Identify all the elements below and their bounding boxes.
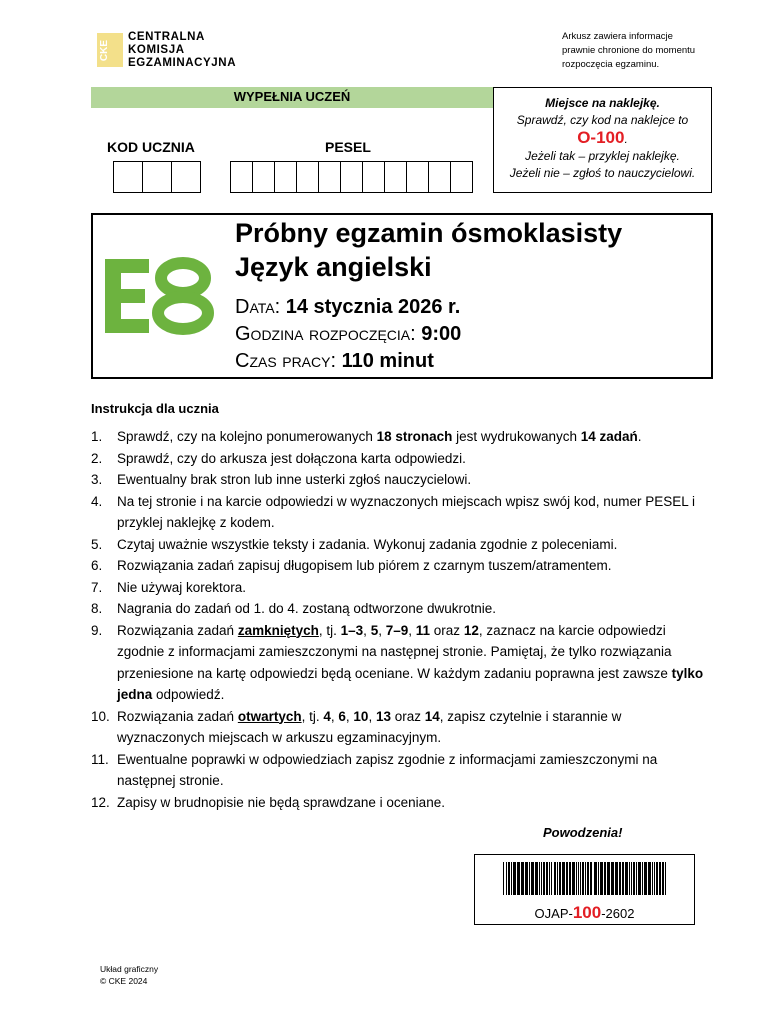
sticker-no-text: Jeżeli nie – zgłoś to nauczycielowi. bbox=[509, 166, 696, 180]
barcode-code: OJAP-100-2602 bbox=[534, 903, 635, 922]
cke-logo-mark: CKE bbox=[97, 33, 123, 67]
pesel-box[interactable] bbox=[363, 162, 385, 192]
pesel-label: PESEL bbox=[325, 139, 371, 155]
logo-line-3: EGZAMINACYJNA bbox=[128, 57, 237, 69]
instruction-number: 5. bbox=[91, 536, 103, 552]
pesel-box[interactable] bbox=[451, 162, 472, 192]
pesel-boxes[interactable] bbox=[230, 161, 473, 193]
instruction-item bbox=[91, 620, 711, 706]
instruction-number: 10. bbox=[91, 708, 110, 724]
sticker-yes-text: Jeżeli tak – przyklej naklejkę. bbox=[525, 149, 680, 163]
good-luck-text: Powodzenia! bbox=[543, 825, 623, 840]
footer: Układ graficzny © CKE 2024 bbox=[100, 964, 159, 986]
exam-subject: Język angielski bbox=[235, 252, 432, 282]
instruction-item bbox=[91, 534, 711, 556]
instruction-item bbox=[91, 491, 711, 534]
pesel-box[interactable] bbox=[275, 162, 297, 192]
instruction-number: 2. bbox=[91, 450, 103, 466]
code-box[interactable] bbox=[114, 162, 143, 192]
pesel-box[interactable] bbox=[385, 162, 407, 192]
student-code-label: KOD UCZNIA bbox=[107, 139, 195, 155]
pesel-box[interactable] bbox=[231, 162, 253, 192]
sticker-title: Miejsce na naklejkę. bbox=[545, 96, 660, 110]
student-fill-banner: WYPEŁNIA UCZEŃ bbox=[91, 87, 493, 108]
instruction-text: Sprawdź, czy do arkusza jest dołączona karta odpowiedzi. bbox=[117, 450, 466, 466]
instruction-item bbox=[91, 792, 711, 814]
instruction-text: Sprawdź, czy na kolejno ponumerowanych 18 stronach jest wydrukowanych 14 zadań. bbox=[117, 429, 642, 444]
code-box[interactable] bbox=[143, 162, 172, 192]
pesel-box[interactable] bbox=[429, 162, 451, 192]
pesel-box[interactable] bbox=[253, 162, 275, 192]
student-code-boxes[interactable] bbox=[113, 161, 201, 193]
instruction-number: 4. bbox=[91, 493, 103, 509]
sticker-code: O-100 bbox=[577, 128, 625, 147]
sticker-check-text: Sprawdź, czy kod na naklejce to bbox=[516, 113, 689, 127]
pesel-box[interactable] bbox=[407, 162, 429, 192]
instruction-number: 11. bbox=[91, 751, 109, 767]
instruction-number: 1. bbox=[91, 429, 103, 444]
pesel-box[interactable] bbox=[341, 162, 363, 192]
cke-logo-text bbox=[128, 31, 236, 70]
instruction-item bbox=[91, 749, 711, 792]
instruction-text: Na tej stronie i na karcie odpowiedzi w wyznaczonych miejscach wpisz swój kod, numer PESEL i przyklej naklejkę z kodem. bbox=[117, 493, 695, 530]
barcode-icon bbox=[503, 862, 668, 895]
instruction-text: Nie używaj korektora. bbox=[117, 579, 247, 595]
instruction-text: Czytaj uważnie wszystkie teksty i zadania. Wykonuj zadania zgodnie z poleceniami. bbox=[117, 536, 618, 552]
exam-start-time: Godzina rozpoczęcia: 9:00 bbox=[235, 323, 462, 345]
instruction-text: Rozwiązania zadań zamkniętych, tj. 1–3, 5, 7–9, 11 oraz 12, zaznacz na karcie odpowiedzi zgodnie z informacjami zamieszczonymi na następnej stronie. Pamiętaj, że tylko rozwiązania przeniesione na kartę odpowiedzi będą oceniane. W każdym zadaniu poprawna jest zawsze tylko jedna odpowiedź. bbox=[117, 622, 704, 702]
exam-title: Próbny egzamin ósmoklasisty bbox=[235, 218, 623, 248]
instruction-text: Ewentualny brak stron lub inne usterki zgłoś nauczycielowi. bbox=[117, 472, 472, 487]
exam-date: Data: 14 stycznia 2026 r. bbox=[235, 296, 461, 318]
exam-duration: Czas pracy: 110 minut bbox=[235, 350, 434, 372]
legal-notice: Arkusz zawiera informacje prawnie chronione do momentu rozpoczęcia egzaminu. bbox=[562, 31, 696, 70]
instruction-item bbox=[91, 555, 711, 577]
instruction-text: Rozwiązania zadań otwartych, tj. 4, 6, 10, 13 oraz 14, zapisz czytelnie i starannie w wyznaczonych miejscach w arkuszu egzaminacyjnym. bbox=[117, 708, 622, 745]
instruction-number: 6. bbox=[91, 558, 103, 573]
instruction-text: Nagrania do zadań od 1. do 4. zostaną odtworzone dwukrotnie. bbox=[117, 601, 497, 616]
pesel-box[interactable] bbox=[319, 162, 341, 192]
instruction-number: 7. bbox=[91, 579, 103, 595]
e8-logo-icon bbox=[103, 257, 215, 335]
instruction-number: 8. bbox=[91, 601, 103, 616]
instruction-number: 9. bbox=[91, 622, 103, 638]
instruction-number: 12. bbox=[91, 794, 110, 810]
instruction-item bbox=[91, 706, 711, 749]
instruction-item bbox=[91, 469, 711, 491]
code-box[interactable] bbox=[172, 162, 200, 192]
instruction-text: Rozwiązania zadań zapisuj długopisem lub piórem z czarnym tuszem/atramentem. bbox=[117, 558, 612, 573]
instruction-item bbox=[91, 426, 711, 448]
sticker-area: Miejsce na naklejkę. Sprawdź, czy kod na naklejce to O-100. Jeżeli tak – przyklej naklejkę. Jeżeli nie – zgłoś to nauczycielowi. bbox=[493, 87, 712, 193]
instruction-text: Ewentualne poprawki w odpowiedziach zapisz zgodnie z informacjami zamieszczonymi na następnej stronie. bbox=[117, 751, 658, 788]
instruction-number: 3. bbox=[91, 472, 103, 487]
logo-line-1: CENTRALNA bbox=[128, 31, 205, 43]
instructions-list bbox=[91, 426, 711, 813]
pesel-box[interactable] bbox=[297, 162, 319, 192]
instruction-item bbox=[91, 448, 711, 470]
instruction-text: Zapisy w brudnopisie nie będą sprawdzane i oceniane. bbox=[117, 794, 445, 810]
logo-line-2: KOMISJA bbox=[128, 44, 185, 56]
instructions-heading: Instrukcja dla ucznia bbox=[91, 401, 219, 416]
instruction-item bbox=[91, 577, 711, 599]
instruction-item bbox=[91, 598, 711, 620]
